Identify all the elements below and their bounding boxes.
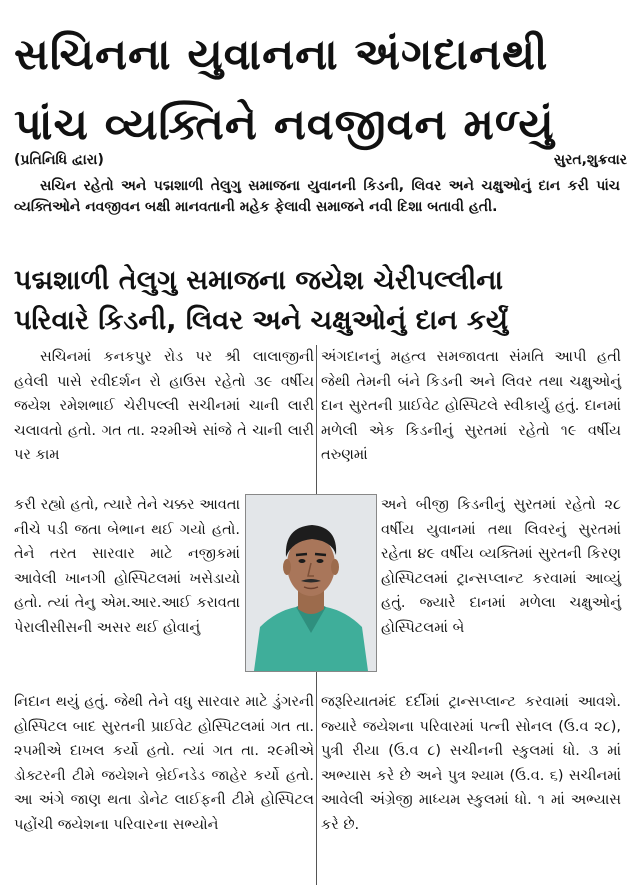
body-left-bottom: નિદાન થયું હતું. જેથી તેને વધુ સારવાર માટે ડુંગરની હોસ્પિટલ બાદ સુરતની પ્રાઈવેટ હોસ્પિટલમાં ગત તા. ૨૫મીએ દાખલ કર્યો હતો. ત્યાં ગત તા. ૨૯મીએ ડોક્ટરની ટીમે જયેશને બ્રેઈનડેડ જાહેર કર્યો હતો. આ અંગે જાણ થતા ડોનેટ લાઈફની ટીમે હોસ્પિટલ પહોંચી જયેશના પરિવારના સભ્યોને [14, 694, 314, 833]
dateline: સુરત,શુક્રવાર [553, 152, 627, 168]
intro-paragraph: સચિન રહેતો અને પદ્મશાળી તેલુગુ સમાજના યુવાનની કિડની, લિવર અને ચક્ષુઓનું દાન કરી પાંચ વ્યક્તિઓને નવજીવન બક્ષી માનવતાની મહેક ફેલાવી સમાજને નવી દિશા બતાવી હતી. [14, 178, 620, 215]
headline-line-2: પાંચ વ્યક્તિને નવજીવન મળ્યું [14, 100, 555, 150]
subheadline-line-1: પદ્મશાળી તેલુગુ સમાજના જયેશ ચેરીપલ્લીના [14, 265, 504, 296]
body-right-top: અંગદાનનું મહત્વ સમજાવતા સંમતિ આપી હતી જેથી તેમની બંને કિડની અને લિવર તથા ચક્ષુઓનું દાન સુરતની પ્રાઈવેટ હોસ્પિટલે સ્વીકાર્યુ હતું. દાનમાં મળેલી એક કિડનીનું સુરતમાં રહેતો ૧૯ વર્ષીય તરુણમાં [321, 349, 621, 464]
donor-photo [245, 494, 377, 672]
body-left-top: સચિનમાં કનકપુર રોડ પર શ્રી લાલાજીની હવેલી પાસે રવીદર્શન રો હાઉસ રહેતો ૩૯ વર્ષીય જયેશ રમેશભાઈ ચેરીપલ્લી સચીનમાં ચાની લારી ચલાવતો હતો. ગત તા. ૨૨મીએ સાંજે તે ચાની લારી પર કામ [14, 349, 314, 464]
headline-line-1: સચિનના યુવાનના અંગદાનથી [14, 30, 549, 80]
subheadline-line-2: પરિવારે કિડની, લિવર અને ચક્ષુઓનું દાન કર્યું [14, 305, 509, 336]
body-right-middle: અને બીજી કિડનીનું સુરતમાં રહેતો ૨૮ વર્ષીય યુવાનમાં તથા લિવરનું સુરતમાં રહેતા ૪૯ વર્ષીય વ્યક્તિમાં સુરતની કિરણ હોસ્પિટલમાં ટ્રાન્સપ્લાન્ટ કરવામાં આવ્યું હતું. જ્યારે દાનમાં મળેલા ચક્ષુઓનું હોસ્પિટલમાં બે [381, 497, 621, 636]
donor-portrait-image [246, 495, 376, 671]
byline: (પ્રતિનિધિ દ્વારા) [14, 152, 104, 168]
body-right-bottom: જરૂરિયાતમંદ દર્દીમાં ટ્રાન્સપ્લાન્ટ કરવામાં આવશે. જ્યારે જયેશના પરિવારમાં પત્ની સોનલ (ઉ.વ ૨૮), પુત્રી રીયા (ઉ.વ ૮) સચીનની સ્કુલમાં ધો. ૩ માં અભ્યાસ કરે છે અને પુત્ર શ્યામ (ઉ.વ. ૬) સચીનમાં આવેલી અંગ્રેજી માધ્યમ સ્કુલમાં ધો. ૧ માં અભ્યાસ કરે છે. [321, 694, 621, 833]
body-left-middle: કરી રહ્યો હતો, ત્યારે તેને ચક્કર આવતા નીચે પડી જતા બેભાન થઈ ગયો હતો. તેને તરત સારવાર માટે નજીકમાં આવેલી ખાનગી હોસ્પિટલમાં ખસેડાયો હતો. ત્યાં તેનુ એમ.આર.આઈ કરાવતા પેરાલીસીસની અસર થઈ હોવાનું [14, 497, 240, 636]
